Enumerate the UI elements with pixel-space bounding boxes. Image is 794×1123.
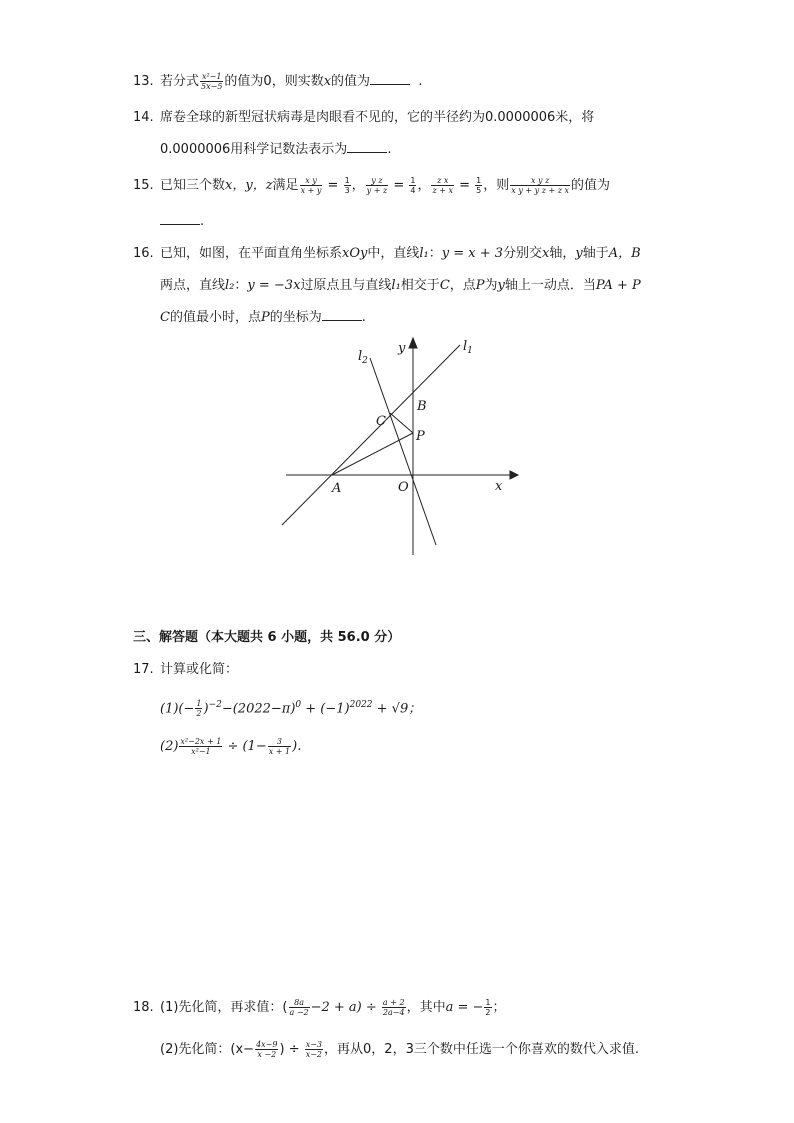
q13-fraction: $\frac{\text{x²−1}}{5x-5}$	[201, 72, 223, 91]
q14-line2: 0.0000006用科学记数法表示为	[160, 142, 348, 157]
q18-number: 18.	[133, 1000, 154, 1015]
answer-blank	[370, 72, 410, 85]
q17-title: 计算或化简：	[160, 662, 239, 677]
y-axis-arrow	[409, 338, 417, 348]
label-C: C	[376, 414, 386, 429]
label-P: P	[416, 429, 425, 444]
line-l2	[370, 358, 436, 545]
q15-number: 15.	[133, 178, 154, 193]
label-A: A	[332, 481, 342, 496]
answer-blank	[160, 212, 200, 225]
answer-blank	[347, 140, 387, 153]
q17-number: 17.	[133, 662, 154, 677]
q13-number: 13.	[133, 74, 154, 89]
x-axis-arrow	[510, 471, 518, 479]
label-l2: $l_2$	[358, 349, 368, 366]
label-B: B	[417, 399, 427, 414]
line-l1	[282, 345, 460, 525]
label-x: x	[495, 479, 503, 494]
coordinate-figure	[270, 330, 530, 565]
q16-number: 16.	[133, 246, 154, 261]
label-l1: $l_1$	[463, 339, 473, 356]
section-title: 三、解答题（本大题共 6 小题，共 56.0 分）	[133, 630, 401, 645]
label-O: O	[398, 480, 409, 495]
q13-text: 若分式	[160, 74, 200, 89]
label-y: y	[398, 341, 406, 356]
answer-blank	[322, 308, 362, 321]
segment-AP	[332, 433, 413, 475]
q14-number: 14.	[133, 110, 154, 125]
q14-line1: 席卷全球的新型冠状病毒是肉眼看不见的，它的半径约为0.0000006米，将	[160, 110, 595, 125]
